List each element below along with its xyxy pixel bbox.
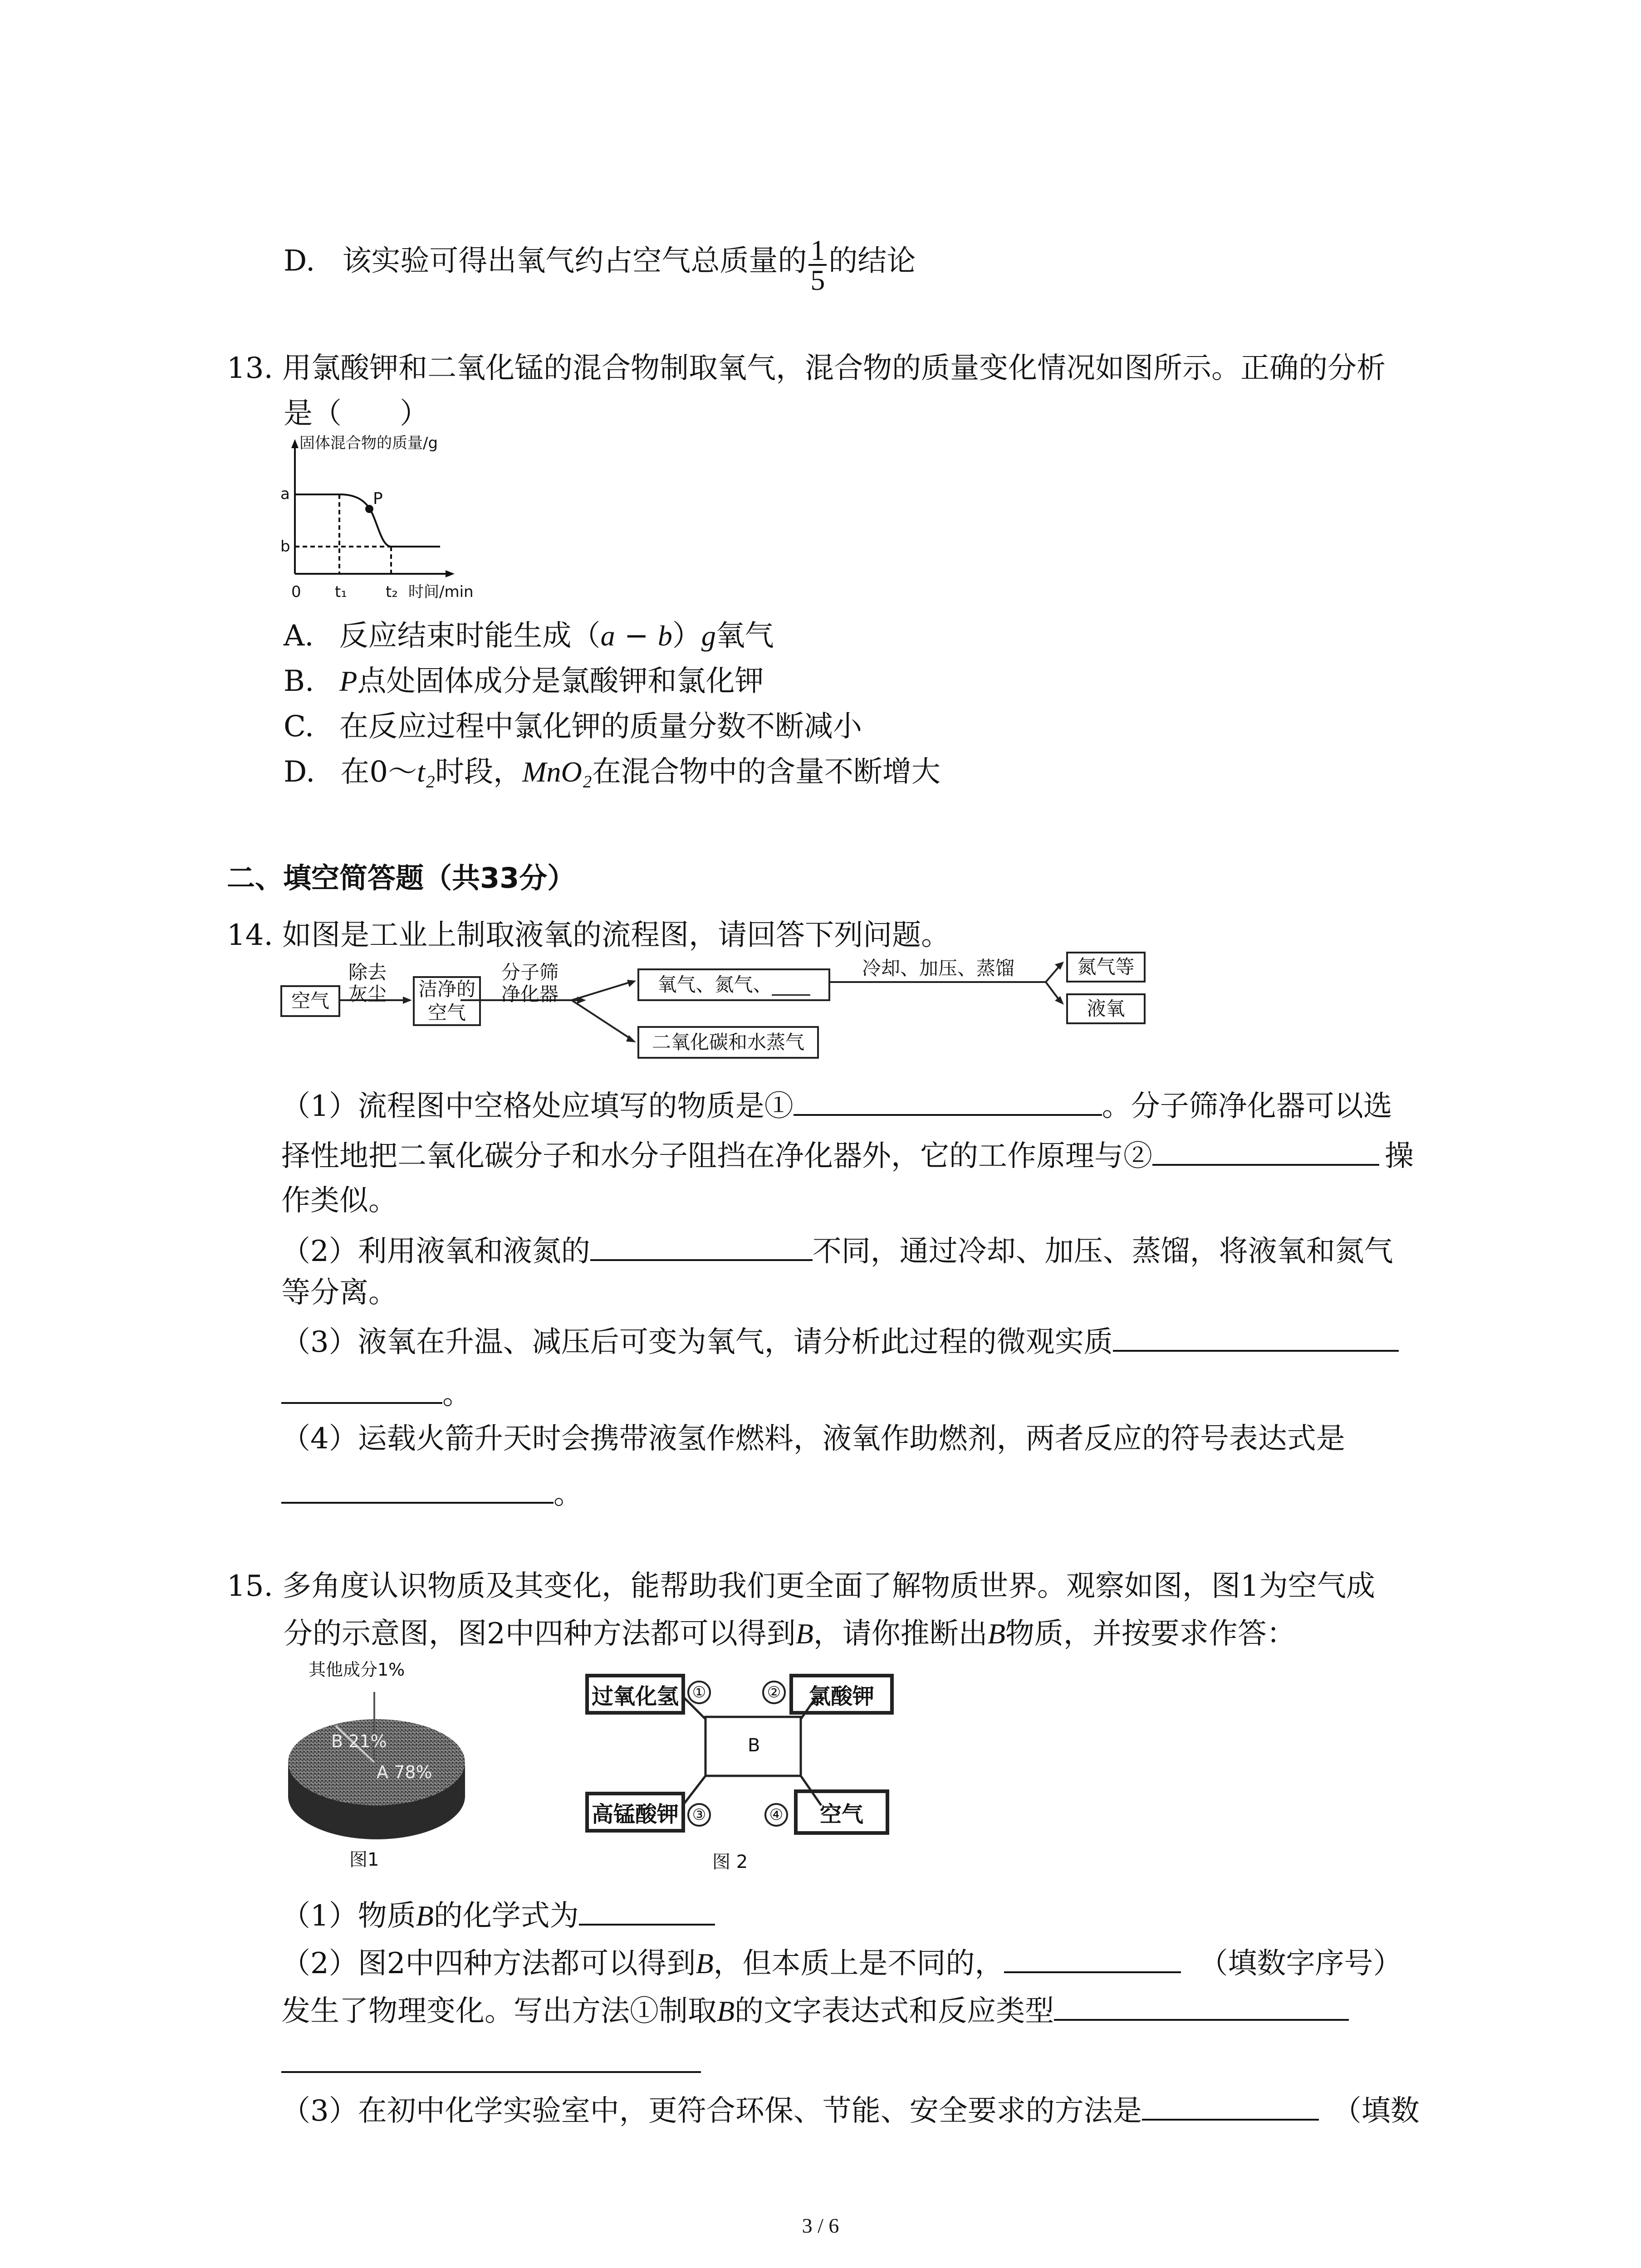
- q15-part2-line1: [281, 1946, 1402, 1978]
- option-label: A.: [284, 619, 314, 653]
- var-b: B: [987, 1618, 1005, 1650]
- minus: −: [615, 619, 658, 653]
- var-a: a: [600, 620, 615, 652]
- text: ，请你推断出: [813, 1617, 988, 1651]
- text: 。: [442, 1378, 471, 1411]
- q13-stem-line2: 是（ ）: [284, 397, 429, 430]
- answer-blank-1[interactable]: [794, 1089, 1102, 1116]
- text: 不同，通过冷却、加压、蒸馏，将液氧和氮气: [812, 1235, 1393, 1268]
- q14-stem: 14. 如图是工业上制取液氧的流程图，请回答下列问题。: [227, 919, 950, 952]
- q14-part3-line2: [281, 1377, 471, 1409]
- q15-part1: [281, 1898, 715, 1931]
- option-label: C.: [284, 710, 314, 743]
- fig2-kmno4-box: 高锰酸钾: [585, 1792, 685, 1833]
- section-title: 二、填空简答题（共33分）: [227, 861, 576, 894]
- fig2-num-4: ④: [764, 1803, 788, 1827]
- text: 在混合物中的含量不断增大: [592, 755, 941, 789]
- fig1-other-label: 其他成分1%: [309, 1660, 405, 1680]
- text: （1）流程图中空格处应填写的物质是①: [281, 1090, 794, 1123]
- flow-air-box: 空气: [280, 985, 340, 1017]
- graph-xlabel: 时间/min: [408, 583, 474, 601]
- q15-figure1-pie: [281, 1660, 472, 1878]
- fig2-num-2: ②: [762, 1681, 786, 1704]
- fraction-one-fifth: [807, 234, 828, 296]
- q14-part4-line1: （4）运载火箭升天时会携带液氢作燃料，液氧作助燃剂，两者反应的符号表达式是: [281, 1422, 1345, 1456]
- text: 物质，并按要求作答：: [1005, 1617, 1296, 1651]
- q13-option-d: [284, 755, 941, 789]
- q15-part3-line1: [281, 2093, 1420, 2126]
- q14-part4-line2: [281, 1476, 583, 1509]
- text: （1）物质: [281, 1899, 416, 1933]
- text: 的化学式为: [433, 1899, 579, 1933]
- var-b: B: [696, 1947, 714, 1980]
- page-number: 3 / 6: [802, 2214, 839, 2237]
- q15-part2-line3: [281, 2046, 701, 2078]
- text: （填数: [1332, 2094, 1420, 2128]
- graph-origin: 0: [291, 583, 301, 601]
- var-b: B: [717, 1995, 735, 2027]
- answer-blank-4b[interactable]: [281, 1377, 442, 1404]
- text: 的文字表达式和反应类型: [735, 1994, 1054, 2028]
- graph-t1: t₁: [335, 583, 347, 601]
- formula-mno2: MnO₂: [522, 756, 592, 788]
- answer-blank-9[interactable]: [1142, 2093, 1319, 2121]
- q13-option-b: [284, 667, 764, 696]
- flow-co2-box: 二氧化碳和水蒸气: [637, 1026, 819, 1059]
- flow-mix-box: 氧气、氮气、____: [637, 968, 830, 1001]
- q15-figure2-methods: [581, 1669, 926, 1887]
- answer-blank-2[interactable]: [1152, 1139, 1379, 1166]
- q14-flow-chart: [272, 957, 1180, 1084]
- text: 。分子筛净化器可以选: [1102, 1090, 1392, 1123]
- text: ，但本质上是不同的，: [713, 1947, 1004, 1980]
- graph-y-a: a: [280, 485, 290, 503]
- q14-part3-line1: [281, 1325, 1399, 1357]
- answer-blank-8b[interactable]: [281, 2046, 701, 2073]
- text: ）: [672, 619, 701, 653]
- graph-point-p: P: [373, 489, 383, 508]
- fig2-kclo3-box: 氯酸钾: [789, 1674, 894, 1715]
- q13-mass-time-graph: [272, 435, 508, 612]
- text: 择性地把二氧化碳分子和水分子阻挡在净化器外，它的工作原理与②: [281, 1139, 1152, 1173]
- text: 发生了物理变化。写出方法①制取: [281, 1994, 717, 2028]
- flow-step2-label: 分子筛 净化器: [501, 961, 559, 1006]
- text: 分的示意图，图2中四种方法都可以得到: [284, 1617, 796, 1651]
- text: （2）利用液氧和液氮的: [281, 1235, 590, 1268]
- q12-option-d: [284, 234, 916, 296]
- answer-blank-8[interactable]: [1054, 1994, 1349, 2021]
- var-b: B: [795, 1618, 813, 1650]
- fig2-center-b: B: [748, 1735, 760, 1756]
- fraction-denominator: 5: [810, 264, 825, 296]
- text: （3）液氧在升温、减压后可变为氧气，请分析此过程的微观实质: [281, 1325, 1113, 1359]
- fig1-caption: 图1: [349, 1849, 379, 1870]
- flow-nitrogen-box: 氮气等: [1066, 952, 1146, 982]
- q15-part2-line2: [281, 1994, 1349, 2026]
- fig2-num-3: ③: [687, 1803, 711, 1827]
- text: （3）在初中化学实验室中，更符合环保、节能、安全要求的方法是: [281, 2094, 1142, 2128]
- var-b: B: [416, 1900, 434, 1932]
- q12-option-d-post: 的结论: [828, 244, 916, 278]
- fig1-b-label: B 21%: [331, 1731, 387, 1751]
- fig2-caption: 图 2: [712, 1852, 748, 1872]
- graph-t2: t₂: [386, 583, 398, 601]
- option-label: B.: [284, 665, 314, 698]
- text: 时段，: [435, 755, 523, 789]
- fig2-air-box: 空气: [794, 1789, 889, 1835]
- answer-blank-4[interactable]: [1113, 1325, 1399, 1352]
- q14-part1-line1: [281, 1089, 1392, 1121]
- q15-stem-line2: [284, 1617, 1296, 1651]
- fig2-h2o2-box: 过氧化氢: [585, 1674, 685, 1715]
- answer-blank-5[interactable]: [281, 1476, 554, 1504]
- text: 反应结束时能生成（: [339, 619, 601, 653]
- q14-part2-line1: [281, 1234, 1393, 1266]
- q13-option-c: [284, 712, 862, 741]
- text: 在0～: [340, 755, 417, 789]
- unit-g: g: [701, 620, 716, 652]
- option-label: D.: [284, 755, 315, 789]
- q13-stem-line1: 13. 用氯酸钾和二氧化锰的混合物制取氧气，混合物的质量变化情况如图所示。正确的分析: [227, 352, 1386, 385]
- fraction-numerator: 1: [810, 234, 825, 266]
- text: （填数字序号）: [1199, 1947, 1402, 1980]
- flow-step3-label: 冷却、加压、蒸馏: [862, 957, 1015, 979]
- text: （2）图2中四种方法都可以得到: [281, 1947, 696, 1980]
- text: 点处固体成分是氯酸钾和氯化钾: [357, 665, 764, 698]
- var-p: P: [339, 665, 358, 697]
- text: 氧气: [715, 619, 774, 653]
- text: 操: [1385, 1139, 1414, 1173]
- q13-option-a: [284, 619, 774, 653]
- text: 在反应过程中氯化钾的质量分数不断减小: [339, 710, 862, 743]
- answer-blank-6[interactable]: [579, 1898, 715, 1926]
- flow-step1-label: 除去 灰尘: [348, 961, 387, 1006]
- q12-option-d-label: D.: [284, 244, 315, 278]
- q14-part1-line3: 作类似。: [281, 1184, 397, 1217]
- flow-liquid-o2-box: 液氧: [1066, 993, 1146, 1024]
- q15-stem-line1: 15. 多角度认识物质及其变化，能帮助我们更全面了解物质世界。观察如图，图1为空气成: [227, 1569, 1375, 1603]
- flow-clean-air-box: 洁净的 空气: [413, 976, 481, 1026]
- q14-part2-line2: 等分离。: [281, 1276, 397, 1310]
- var-b: b: [657, 620, 672, 652]
- var-t2: t₂: [417, 756, 436, 788]
- graph-y-b: b: [280, 538, 290, 556]
- q12-option-d-pre: 该实验可得出氧气约占空气总质量的: [342, 244, 807, 278]
- graph-ylabel: 固体混合物的质量/g: [299, 434, 438, 452]
- text: 。: [554, 1477, 583, 1511]
- q14-part1-line2: [281, 1139, 1414, 1171]
- answer-blank-3[interactable]: [590, 1234, 813, 1261]
- answer-blank-7[interactable]: [1004, 1946, 1181, 1973]
- fig2-num-1: ①: [687, 1681, 711, 1704]
- fig1-a-label: A 78%: [377, 1762, 432, 1782]
